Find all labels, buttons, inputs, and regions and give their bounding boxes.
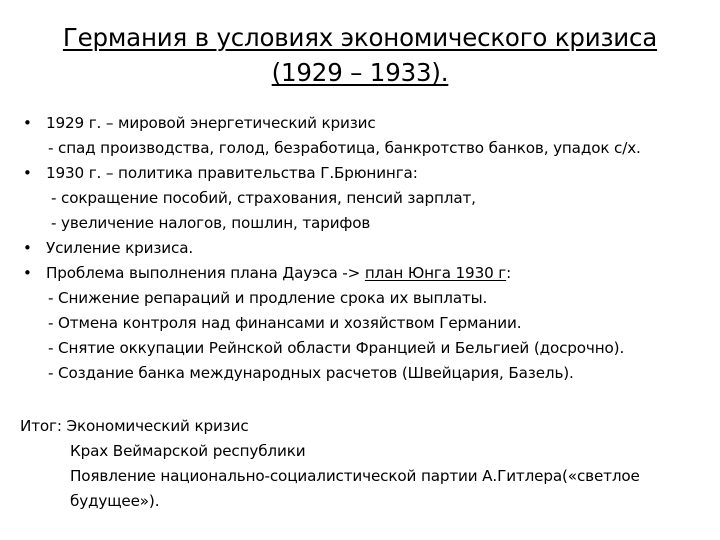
bullet-icon: • xyxy=(23,114,32,132)
bullet-text-1929: 1929 г. – мировой энергетический кризис xyxy=(46,114,376,132)
dawes-colon: : xyxy=(506,264,512,282)
slide-title xyxy=(20,20,700,90)
bullet-sub-1930-b: - увеличение налогов, пошлин, тарифов xyxy=(51,214,371,232)
summary-line xyxy=(0,489,720,514)
list-item-sub xyxy=(0,211,720,236)
list-item xyxy=(0,261,720,286)
list-item xyxy=(0,161,720,186)
summary-line xyxy=(0,464,720,489)
summary-line xyxy=(0,439,720,464)
list-item xyxy=(0,111,720,136)
bullet-list xyxy=(0,111,720,386)
bullet-icon: • xyxy=(23,239,32,257)
summary-future: будущее»). xyxy=(70,492,160,510)
title-line-2: (1929 – 1933). xyxy=(271,58,449,87)
bullet-icon: • xyxy=(23,264,32,282)
bullet-sub-young-3: - Снятие оккупации Рейнской области Францией и Бельгией (досрочно). xyxy=(48,339,625,357)
list-item xyxy=(0,236,720,261)
bullet-sub-young-1: - Снижение репараций и продление срока их выплаты. xyxy=(48,289,488,307)
bullet-text-1930: 1930 г. – политика правительства Г.Брюнинга: xyxy=(46,164,418,182)
list-item-sub xyxy=(0,136,720,161)
summary-weimar: Крах Веймарской республики xyxy=(70,442,306,460)
bullet-sub-1930-a: - сокращение пособий, страхования, пенсий зарплат, xyxy=(51,189,476,207)
list-item-sub xyxy=(0,286,720,311)
summary-block xyxy=(0,414,720,514)
list-item-sub xyxy=(0,186,720,211)
summary-nsdap: Появление национально-социалистической партии А.Гитлера(«светлое xyxy=(70,467,640,485)
bullet-text-crisis: Усиление кризиса. xyxy=(46,239,194,257)
summary-lead: Итог: Экономический кризис xyxy=(20,417,249,435)
young-plan-text: план Юнга 1930 г xyxy=(364,264,507,282)
dawes-text: Проблема выполнения плана Дауэса -> xyxy=(46,264,365,282)
list-item-sub xyxy=(0,311,720,336)
summary-line xyxy=(0,414,720,439)
title-line-1: Германия в условиях экономического кризиса xyxy=(62,23,658,52)
list-item-sub xyxy=(0,336,720,361)
bullet-sub-young-4: - Создание банка международных расчетов (Швейцария, Базель). xyxy=(48,364,574,382)
bullet-sub-young-2: - Отмена контроля над финансами и хозяйством Германии. xyxy=(48,314,522,332)
bullet-icon: • xyxy=(23,164,32,182)
bullet-text-dawes xyxy=(46,261,511,286)
bullet-sub-1929: - спад производства, голод, безработица, банкротство банков, упадок с/х. xyxy=(48,139,641,157)
list-item-sub xyxy=(0,361,720,386)
